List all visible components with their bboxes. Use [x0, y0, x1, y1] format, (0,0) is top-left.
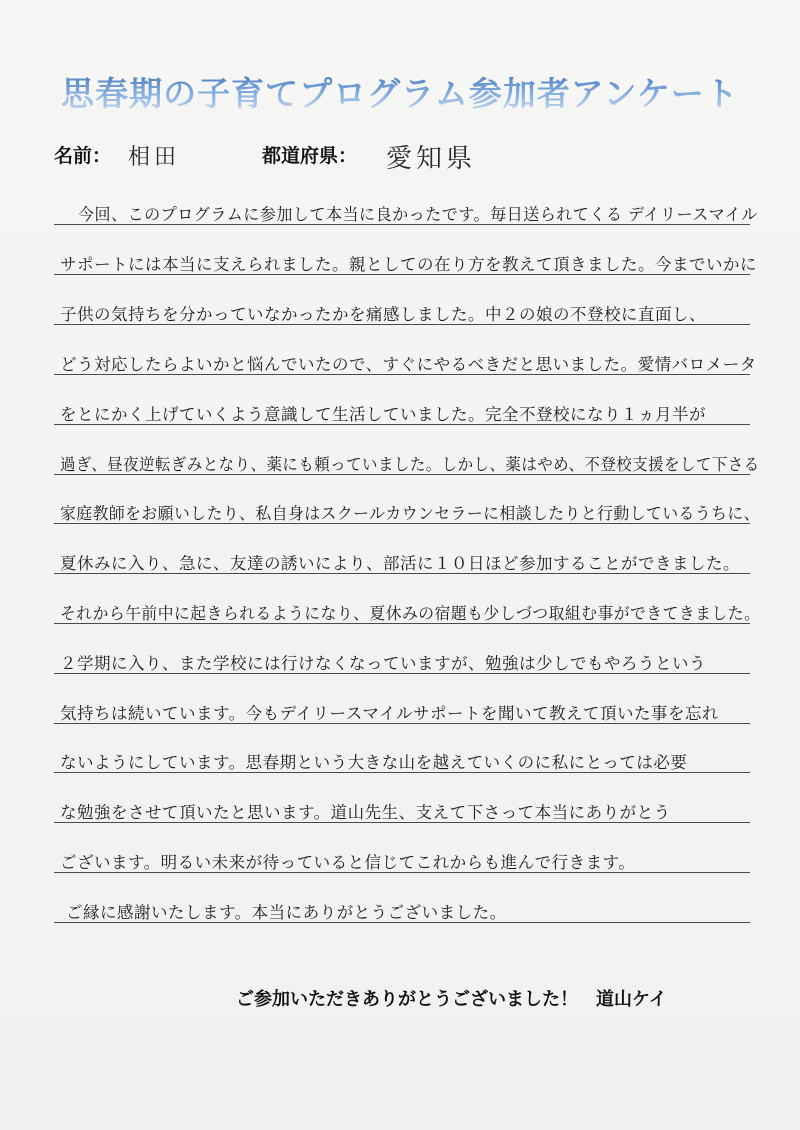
- name-label: 名前：: [54, 145, 112, 167]
- closing-message: [236, 985, 667, 1011]
- response-line: それから午前中に起きられるようになり、夏休みの宿題も少しづつ取組む事ができてきました。: [60, 604, 760, 623]
- response-line: 家庭教師をお願いしたり、私自身はスクールカウンセラーに相談したりと行動しているうちに、: [60, 504, 760, 523]
- response-line: 過ぎ、昼夜逆転ぎみとなり、薬にも頼っていました。しかし、薬はやめ、不登校支援をして下さる: [60, 455, 760, 474]
- response-line: ２学期に入り、また学校には行けなくなっていますが、勉強は少しでもやろうという: [60, 654, 706, 673]
- response-line: 子供の気持ちを分かっていなかったかを痛感しました。中２の娘の不登校に直面し、: [60, 305, 706, 324]
- response-line: 今回、このプログラムに参加して本当に良かったです。毎日送られてくる デイリースマイル: [78, 205, 758, 224]
- survey-title: 思春期の子育てプログラム参加者アンケート: [0, 68, 800, 115]
- response-line: サポートには本当に支えられました。親としての在り方を教えて頂きました。今までいかに: [60, 255, 757, 274]
- response-line: どう対応したらよいかと悩んでいたので、すぐにやるべきだと思いました。愛情バロメータ: [60, 355, 757, 374]
- response-line: ご縁に感謝いたします。本当にありがとうございました。: [66, 903, 507, 922]
- name-value: 相田: [128, 145, 181, 170]
- response-line: ないようにしています。思春期という大きな山を越えていくのに私にとっては必要: [60, 753, 688, 772]
- closing-text: ご参加いただきありがとうございました！: [236, 989, 578, 1010]
- prefecture-label: 都道府県：: [262, 145, 358, 167]
- response-line: ございます。明るい未来が待っていると信じてこれからも進んで行きます。: [60, 853, 636, 872]
- prefecture-value: 愛知県: [386, 144, 477, 174]
- response-line: 気持ちは続いています。今もデイリースマイルサポートを聞いて教えて頂いた事を忘れ: [60, 704, 720, 723]
- response-line: をとにかく上げていくよう意識して生活していました。完全不登校になり１ヵ月半が: [60, 405, 706, 424]
- response-line: 夏休みに入り、急に、友達の誘いにより、部活に１０日ほど参加することができました。: [60, 554, 740, 573]
- author-name: 道山ケイ: [596, 989, 667, 1010]
- response-line: な勉強をさせて頂いたと思います。道山先生、支えて下さって本当にありがとう: [60, 803, 671, 822]
